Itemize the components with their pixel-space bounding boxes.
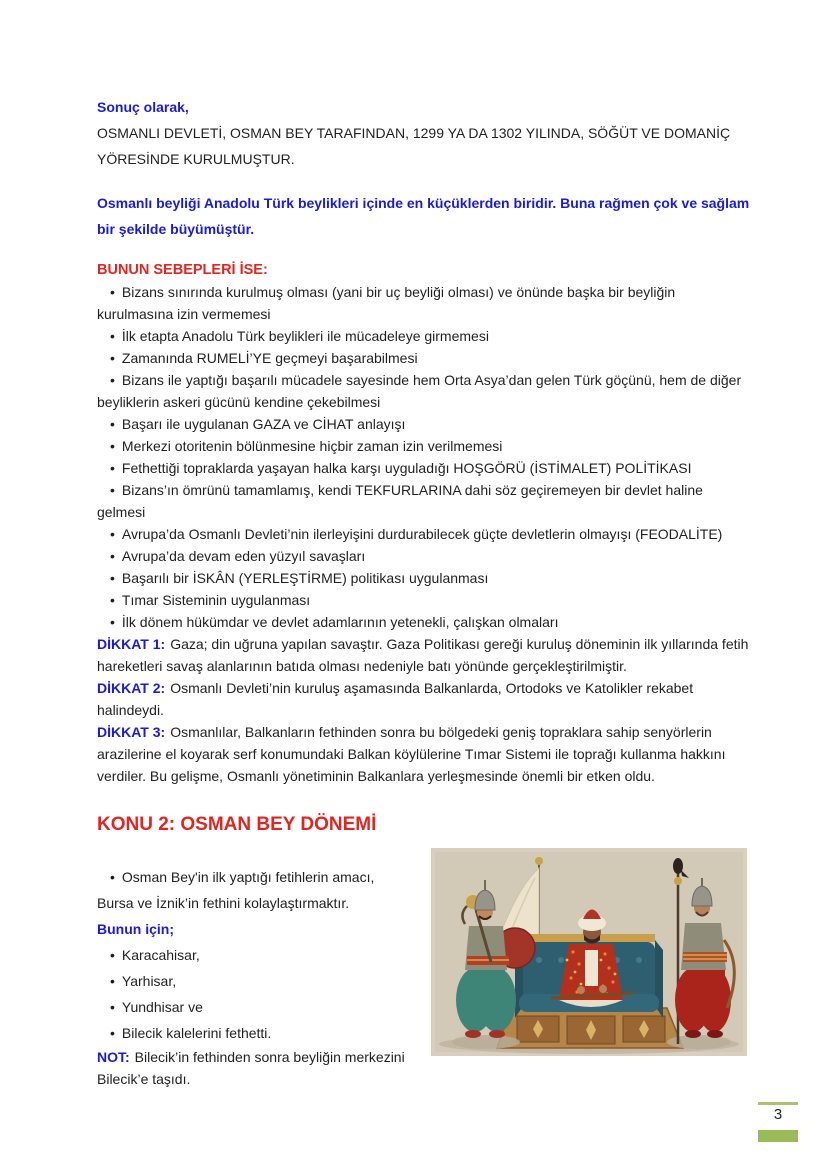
reason-item: • Bizans ile yaptığı başarılı mücadele sayesinde hem Orta Asya’dan gelen Türk göçünü, hem de diğer beyliklerin askeri gücünü kendine çekebilmesi <box>97 369 753 413</box>
reason-item: • Merkezi otoritenin bölünmesine hiçbir zaman izin verilmemesi <box>97 435 753 457</box>
reason-item: • Tımar Sisteminin uygulanması <box>97 589 753 611</box>
reason-item: • Başarılı bir İSKÂN (YERLEŞTİRME) politikası uygulanması <box>97 567 753 589</box>
reasons-heading: BUNUN SEBEPLERİ İSE: <box>97 262 268 278</box>
section2-sub-lead: Bunun için; <box>97 921 174 937</box>
reason-item: • Bizans’ın ömrünü tamamlamış, kendi TEKFURLARINA dahi söz geçiremeyen bir devlet haline gelmesi <box>97 479 753 523</box>
note-text: Osmanlılar, Balkanların fethinden sonra bu bölgedeki geniş topraklara sahip senyörlerin arazilerine el koyarak serf konumundaki Balkan köylülerine Tımar Sistemi ile toprağı kullanma hakkını verdiler. Bu gelişme, Osmanlı yönetiminin Balkanlara yerleşmesinde önemli bir etken oldu. <box>97 724 726 784</box>
fortress-item: • Karacahisar, <box>97 942 411 968</box>
section2-body <box>97 864 753 1090</box>
section2-text-column <box>97 864 411 1090</box>
note-label: DİKKAT 2: <box>97 680 166 696</box>
reason-item: • Zamanında RUMELİ’YE geçmeyi başarabilmesi <box>97 347 753 369</box>
osman-bey-throne-illustration <box>431 848 747 1056</box>
intro-lead: Sonuç olarak, <box>97 99 189 115</box>
note-dikkat-2 <box>97 677 753 721</box>
page-content <box>97 94 753 1090</box>
note-label: DİKKAT 3: <box>97 724 166 740</box>
footer-accent-line <box>758 1102 798 1105</box>
osman-bey-throne-painting <box>431 848 747 1056</box>
fortress-item: • Yarhisar, <box>97 968 411 994</box>
fortress-item: • Yundhisar ve <box>97 994 411 1020</box>
section2-intro-bullet: • Osman Bey'in ilk yaptığı fetihlerin amacı, Bursa ve İznik’in fethini kolaylaştırmaktır. <box>97 864 411 916</box>
reason-item: • Bizans sınırında kurulmuş olması (yani bir uç beyliği olması) ve önünde başka bir beyliğin kurulmasına izin vermemesi <box>97 281 753 325</box>
reason-item: • Fethettiği topraklarda yaşayan halka karşı uyguladığı HOŞGÖRÜ (İSTİMALET) POLİTİKASI <box>97 457 753 479</box>
intro-body: OSMANLI DEVLETİ, OSMAN BEY TARAFINDAN, 1299 YA DA 1302 YILINDA, SÖĞÜT VE DOMANİÇ YÖRESİNDE KURULMUŞTUR. <box>97 125 731 167</box>
section2-heading: KONU 2: OSMAN BEY DÖNEMİ <box>97 814 377 835</box>
reason-item: • Avrupa’da Osmanlı Devleti’nin ilerleyişini durdurabilecek güçte devletlerin olmayışı (FEODALİTE) <box>97 523 753 545</box>
note-dikkat-1 <box>97 633 753 677</box>
reason-item: • Başarı ile uygulanan GAZA ve CİHAT anlayışı <box>97 413 753 435</box>
note-label: NOT: <box>97 1049 130 1065</box>
reason-item: • İlk etapta Anadolu Türk beylikleri ile mücadeleye girmemesi <box>97 325 753 347</box>
page-number: 3 <box>773 1106 783 1123</box>
note-text: Bilecik’in fethinden sonra beyliğin merkezini Bilecik’e taşıdı. <box>97 1049 405 1087</box>
reason-item: • Avrupa’da devam eden yüzyıl savaşları <box>97 545 753 567</box>
fortress-item: • Bilecik kalelerini fethetti. <box>97 1020 411 1046</box>
section2-note <box>97 1046 411 1090</box>
reasons-list <box>97 281 753 633</box>
note-text: Osmanlı Devleti’nin kuruluş aşamasında Balkanlarda, Ortodoks ve Katolikler rekabet halindeydi. <box>97 680 694 718</box>
intro-highlight: Osmanlı beyliği Anadolu Türk beylikleri içinde en küçüklerden biridir. Buna rağmen çok ve sağlam bir şekilde büyümüştür. <box>97 195 750 237</box>
footer-accent-bar <box>758 1130 798 1142</box>
reason-item: • İlk dönem hükümdar ve devlet adamlarının yetenekli, çalışkan olmaları <box>97 611 753 633</box>
note-text: Gaza; din uğruna yapılan savaştır. Gaza Politikası gereği kuruluş döneminin ilk yıllarında fetih hareketleri savaş alanlarının batıda olması nedeniyle batı yönünde gerçekleştirilmiştir. <box>97 636 749 674</box>
note-label: DİKKAT 1: <box>97 636 166 652</box>
note-dikkat-3 <box>97 721 753 787</box>
